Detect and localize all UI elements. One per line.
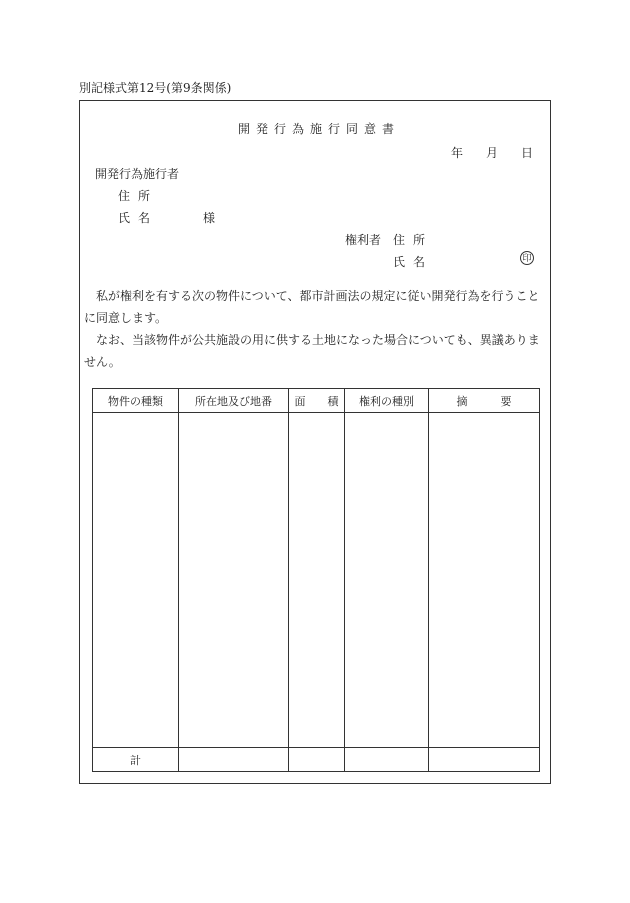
applicant-name-label: 氏名	[118, 211, 159, 225]
cell-area[interactable]	[289, 413, 345, 748]
date-day-label: 日	[521, 146, 534, 160]
applicant-honorific: 様	[203, 211, 216, 225]
table-total-row	[93, 748, 540, 772]
total-cell-remarks[interactable]	[429, 748, 540, 772]
cell-right-type[interactable]	[345, 413, 429, 748]
table-row	[93, 413, 540, 748]
property-table	[92, 388, 540, 772]
cell-property-type[interactable]	[93, 413, 179, 748]
form-number-label: 別記様式第12号(第9条関係)	[79, 81, 232, 95]
col-header-location: 所在地及び地番	[179, 389, 289, 413]
cell-remarks[interactable]	[429, 413, 540, 748]
right-holder-name-label: 氏名	[393, 255, 434, 269]
col-header-area: 面 積	[289, 389, 345, 413]
total-cell-location[interactable]	[179, 748, 289, 772]
table-header-row	[93, 389, 540, 413]
no-objection-paragraph: なお、当該物件が公共施設の用に供する土地になった場合についても、異議ありません。	[84, 333, 540, 369]
applicant-heading: 開発行為施行者	[95, 167, 180, 181]
col-header-right-type: 権利の種別	[345, 389, 429, 413]
col-header-remarks: 摘 要	[429, 389, 540, 413]
applicant-address-label: 住所	[118, 189, 159, 203]
date-year-label: 年	[451, 146, 464, 160]
right-holder-label: 権利者	[345, 233, 382, 247]
date-month-label: 月	[486, 146, 499, 160]
total-label: 計	[93, 748, 179, 772]
col-header-property-type: 物件の種類	[93, 389, 179, 413]
total-cell-right-type[interactable]	[345, 748, 429, 772]
document-title: 開発行為施行同意書	[238, 122, 401, 136]
right-holder-address-label: 住所	[393, 233, 434, 247]
seal-mark: 印	[520, 251, 534, 265]
cell-location[interactable]	[179, 413, 289, 748]
total-cell-area[interactable]	[289, 748, 345, 772]
consent-paragraph: 私が権利を有する次の物件について、都市計画法の規定に従い開発行為を行うことに同意します。	[84, 289, 540, 325]
